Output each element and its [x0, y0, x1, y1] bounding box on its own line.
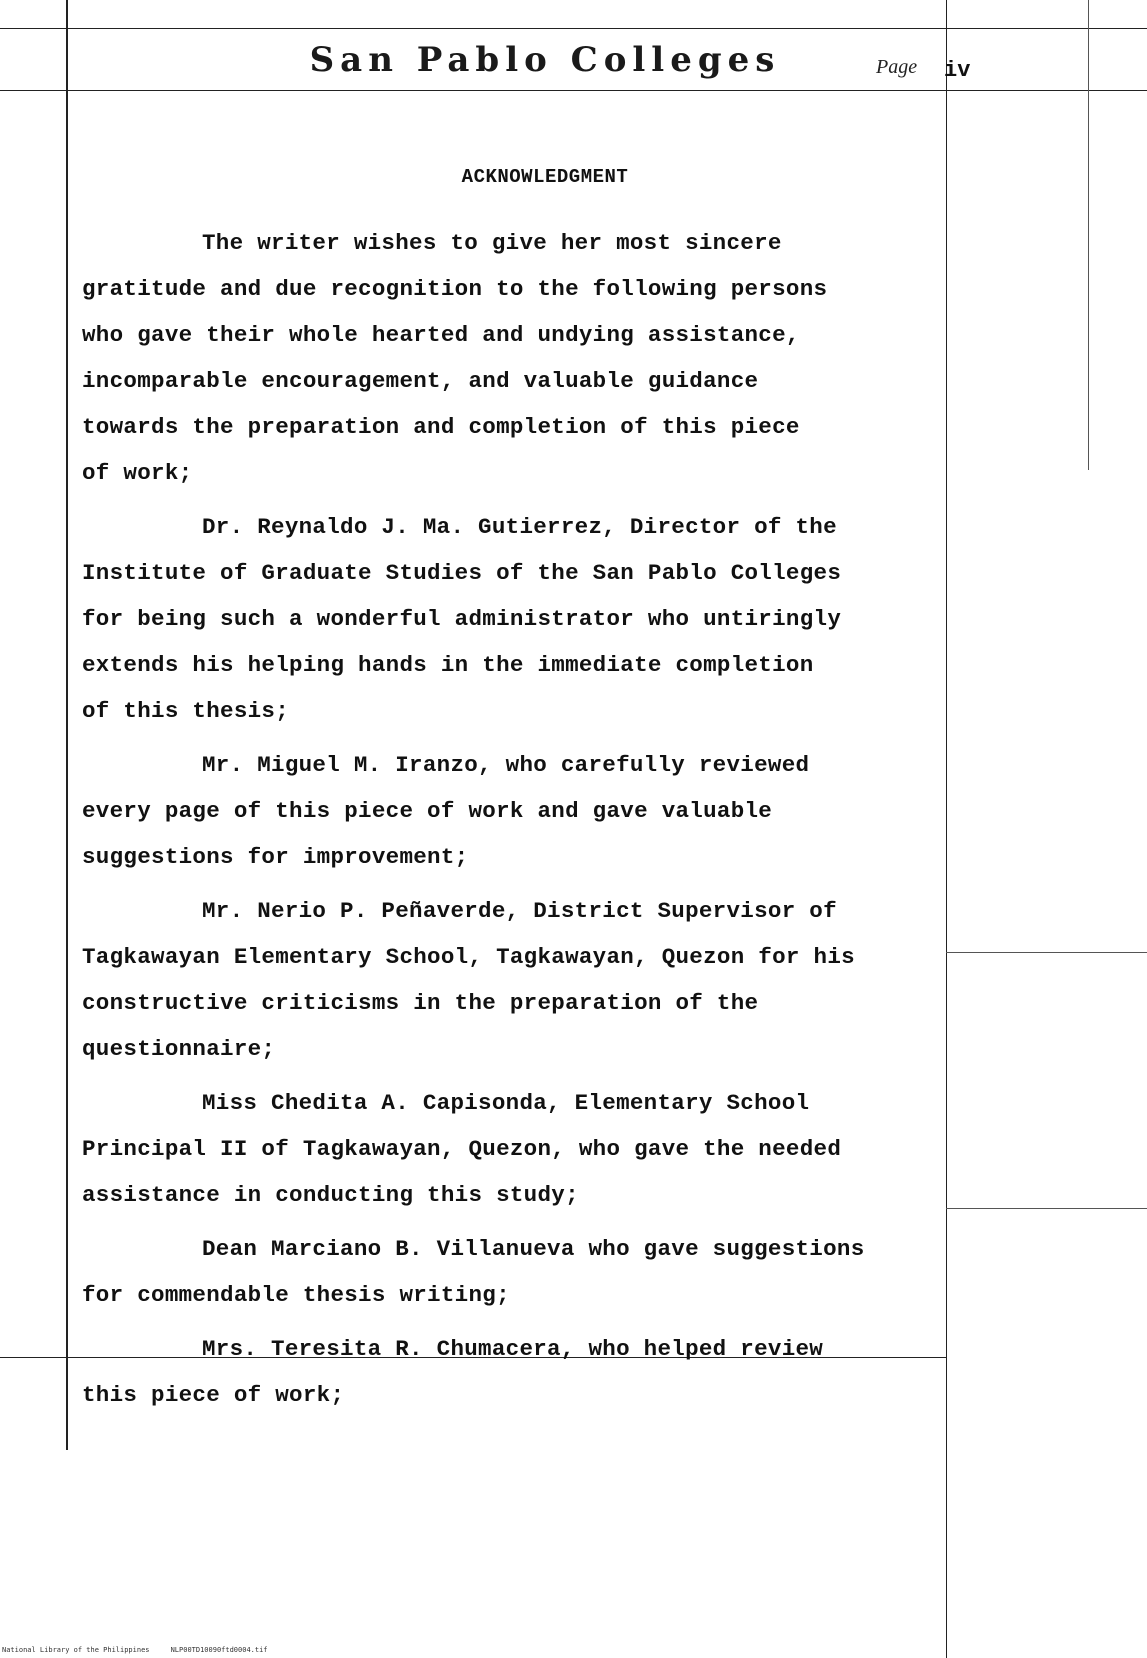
acknowledgment-paragraph	[82, 888, 982, 1072]
paragraph-line: Dr. Reynaldo J. Ma. Gutierrez, Director of the	[202, 514, 837, 540]
paragraph-line: of work;	[82, 460, 193, 486]
acknowledgment-paragraph	[82, 220, 982, 496]
paragraph-line: this piece of work;	[82, 1382, 345, 1408]
acknowledgment-paragraph	[82, 504, 982, 734]
paragraph-line: Principal II of Tagkawayan, Quezon, who gave the needed	[82, 1136, 842, 1162]
acknowledgment-paragraph	[82, 742, 982, 880]
college-name: San Pablo Colleges	[309, 40, 781, 80]
acknowledgment-paragraph	[82, 1326, 982, 1418]
acknowledgment-body	[82, 220, 982, 1426]
paragraph-line: The writer wishes to give her most sincere	[202, 230, 782, 256]
left-margin-rule	[66, 0, 68, 1450]
page-label: Page	[876, 56, 918, 78]
page-number: iv	[944, 58, 971, 83]
scan-source-file: NLP00TD10090ftd0004.tif	[170, 1646, 268, 1654]
paragraph-line: Miss Chedita A. Capisonda, Elementary School	[202, 1090, 810, 1116]
paragraph-line: suggestions for improvement;	[82, 844, 469, 870]
acknowledgment-paragraph	[82, 1080, 982, 1218]
header-rule	[0, 90, 1147, 91]
scan-source-library: National Library of the Philippines	[2, 1646, 150, 1654]
paragraph-line: incomparable encouragement, and valuable guidance	[82, 368, 759, 394]
paragraph-line: Mrs. Teresita R. Chumacera, who helped review	[202, 1336, 824, 1362]
paragraph-line: Tagkawayan Elementary School, Tagkawayan, Quezon for his	[82, 944, 855, 970]
paragraph-line: questionnaire;	[82, 1036, 276, 1062]
paragraph-line: assistance in conducting this study;	[82, 1182, 579, 1208]
paragraph-line: extends his helping hands in the immediate completion	[82, 652, 814, 678]
paragraph-line: every page of this piece of work and gave valuable	[82, 798, 773, 824]
paragraph-line: Mr. Miguel M. Iranzo, who carefully reviewed	[202, 752, 810, 778]
section-heading: ACKNOWLEDGMENT	[461, 166, 629, 188]
paragraph-line: Mr. Nerio P. Peñaverde, District Supervisor of	[202, 898, 837, 924]
paragraph-line: who gave their whole hearted and undying assistance,	[82, 322, 800, 348]
paragraph-line: for being such a wonderful administrator who untiringly	[82, 606, 842, 632]
acknowledgment-paragraph	[82, 1226, 982, 1318]
scan-source-note	[2, 1646, 268, 1654]
paragraph-line: of this thesis;	[82, 698, 290, 724]
top-rule	[0, 28, 1147, 29]
paragraph-line: gratitude and due recognition to the following persons	[82, 276, 828, 302]
paragraph-line: Dean Marciano B. Villanueva who gave suggestions	[202, 1236, 865, 1262]
paragraph-line: Institute of Graduate Studies of the San Pablo Colleges	[82, 560, 842, 586]
paragraph-line: constructive criticisms in the preparation of the	[82, 990, 759, 1016]
paragraph-line: towards the preparation and completion of this piece	[82, 414, 800, 440]
paragraph-line: for commendable thesis writing;	[82, 1282, 510, 1308]
